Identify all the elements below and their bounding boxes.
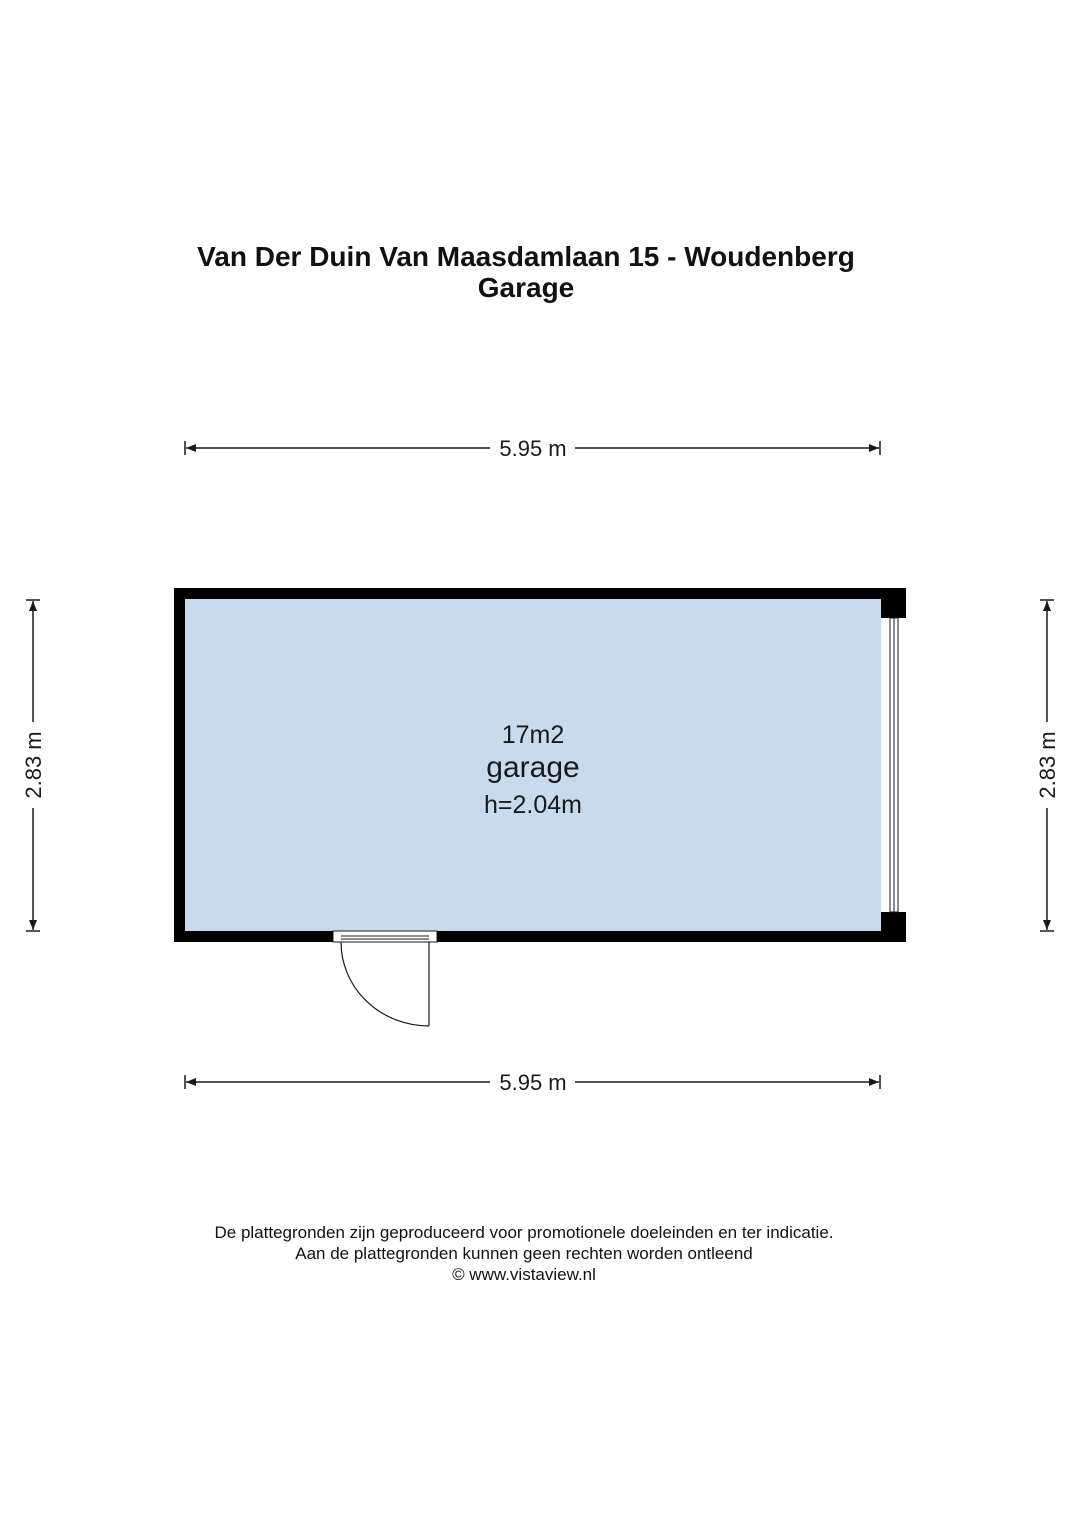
copyright-line: © www.vistaview.nl <box>452 1265 596 1284</box>
top-width-label: 5.95 m <box>499 436 567 461</box>
right-height-label: 2.83 m <box>1035 731 1060 799</box>
right-height-dimension <box>1035 600 1060 931</box>
bottom-wall-left <box>174 931 333 942</box>
top-wall <box>174 588 906 599</box>
plan-address-title: Van Der Duin Van Maasdamlaan 15 - Woudenberg <box>197 241 855 272</box>
plan-floor-title: Garage <box>477 272 575 303</box>
top-width-dimension <box>185 436 880 461</box>
right-wall-post-bottom <box>881 912 906 942</box>
bottom-width-dimension <box>185 1070 880 1095</box>
disclaimer-line-1: De plattegronden zijn geproduceerd voor promotionele doeleinden en ter indicatie. <box>214 1223 834 1242</box>
garage-door-opening <box>890 618 898 912</box>
bottom-width-label: 5.95 m <box>499 1070 567 1095</box>
left-height-label: 2.83 m <box>21 731 46 799</box>
room-height-label: h=2.04m <box>484 791 582 819</box>
bottom-wall-right <box>437 931 906 942</box>
door-swing-arc <box>341 942 429 1026</box>
right-wall-post-top <box>881 588 906 618</box>
left-height-dimension <box>21 600 46 931</box>
entry-door <box>333 931 437 1026</box>
room-area-label: 17m2 <box>501 721 565 749</box>
left-wall <box>174 588 185 942</box>
disclaimer-line-2: Aan de plattegronden kunnen geen rechten worden ontleend <box>295 1244 753 1263</box>
room-name-label: garage <box>486 751 580 784</box>
